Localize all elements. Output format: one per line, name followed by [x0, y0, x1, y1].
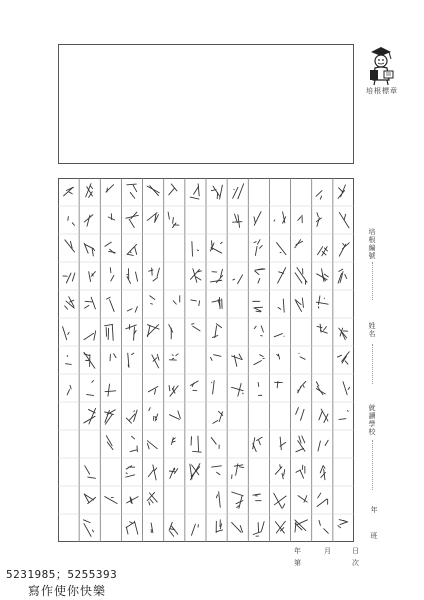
code-line — [372, 262, 374, 300]
handwritten-character — [319, 520, 328, 533]
footer-month: 月 — [324, 547, 331, 555]
handwritten-character — [274, 334, 284, 337]
handwritten-character — [296, 408, 304, 421]
handwritten-character — [277, 354, 280, 359]
label-class: 班 — [370, 532, 378, 540]
handwritten-character — [171, 438, 175, 445]
handwritten-character — [85, 466, 96, 479]
handwritten-character — [89, 272, 96, 282]
handwritten-character — [299, 353, 305, 359]
phone-numbers-stamp: 5231985；5255393 — [6, 568, 118, 581]
handwritten-character — [338, 185, 345, 198]
handwritten-character — [84, 215, 93, 226]
handwritten-character — [233, 275, 243, 284]
handwritten-character — [84, 352, 95, 368]
handwritten-character — [105, 384, 116, 396]
handwritten-character — [169, 411, 180, 419]
handwritten-character — [295, 268, 307, 285]
handwritten-character — [169, 522, 178, 536]
handwritten-character — [213, 411, 223, 423]
handwritten-character — [148, 386, 158, 394]
handwritten-character — [149, 268, 160, 281]
handwritten-character — [65, 297, 75, 309]
handwritten-character — [105, 324, 114, 340]
handwritten-character — [110, 268, 114, 281]
handwritten-character — [254, 355, 264, 365]
footer-year: 年 — [294, 547, 301, 555]
handwritten-character — [274, 212, 286, 223]
logo-caption: 培根標章 — [366, 87, 398, 95]
handwritten-character — [86, 184, 93, 198]
handwritten-character — [317, 493, 328, 506]
handwritten-character — [127, 269, 138, 284]
label-code: 培根編號 — [368, 228, 376, 260]
handwritten-character — [280, 437, 286, 450]
handwritten-character — [64, 187, 74, 196]
label-grade: 年 — [370, 506, 378, 514]
handwritten-character — [105, 410, 116, 424]
handwritten-character — [316, 213, 321, 227]
label-school: 就讀學校 — [368, 404, 376, 436]
handwritten-character — [298, 496, 307, 503]
handwritten-character — [192, 324, 201, 331]
handwritten-character — [317, 269, 329, 282]
handwritten-character — [168, 212, 179, 228]
handwritten-character — [127, 244, 137, 255]
handwritten-character — [148, 465, 156, 480]
handwritten-character — [151, 523, 153, 533]
handwritten-character — [68, 217, 75, 226]
handwritten-character — [147, 492, 157, 504]
handwritten-character — [65, 355, 71, 364]
handwritten-character — [253, 494, 261, 501]
handwritten-character — [152, 354, 159, 368]
name-line — [372, 344, 374, 384]
handwritten-character — [211, 437, 219, 448]
handwritten-character — [338, 269, 347, 283]
handwritten-character — [67, 385, 71, 394]
footer-page-suffix: 次 — [352, 559, 359, 567]
handwritten-character — [108, 214, 114, 220]
handwritten-character — [147, 441, 157, 449]
handwritten-character — [212, 381, 215, 394]
handwritten-character — [216, 492, 220, 508]
handwritten-character — [211, 185, 222, 199]
handwritten-character — [298, 215, 302, 222]
handwritten-character — [337, 352, 349, 364]
handwritten-character — [105, 497, 117, 504]
handwritten-character — [127, 497, 139, 504]
handwritten-character — [253, 522, 264, 537]
handwritten-character — [274, 493, 286, 508]
handwritten-character — [232, 522, 243, 532]
handwritten-character — [338, 520, 348, 528]
handwritten-character — [254, 326, 263, 336]
handwritten-character — [317, 247, 327, 256]
handwritten-character — [232, 464, 244, 479]
handwritten-character — [298, 381, 306, 392]
manuscript-grid — [58, 178, 354, 542]
school-line — [372, 440, 374, 490]
handwritten-character — [319, 409, 328, 422]
handwritten-character — [216, 520, 222, 533]
handwritten-character — [233, 184, 244, 199]
handwritten-character — [169, 468, 177, 478]
handwritten-character — [169, 354, 178, 360]
handwritten-character — [84, 243, 94, 256]
handwritten-character — [296, 465, 305, 478]
handwritten-character — [105, 242, 115, 253]
handwritten-character — [169, 325, 173, 339]
handwritten-character — [210, 355, 220, 361]
handwritten-character — [128, 353, 134, 367]
handwritten-character — [84, 408, 96, 424]
handwritten-character — [253, 437, 262, 451]
handwritten-character — [126, 212, 138, 227]
handwritten-character — [316, 382, 325, 395]
handwritten-character — [169, 385, 178, 396]
label-name: 姓名 — [368, 322, 376, 338]
handwritten-character — [316, 191, 322, 200]
handwritten-character — [191, 524, 198, 535]
handwritten-character — [275, 381, 283, 387]
handwritten-character — [147, 186, 159, 196]
handwritten-character — [212, 297, 222, 308]
handwritten-character — [212, 324, 221, 338]
handwritten-character — [339, 243, 349, 256]
handwritten-character — [232, 354, 243, 366]
handwritten-character — [295, 520, 308, 532]
handwritten-character — [258, 382, 262, 395]
handwritten-character — [339, 328, 348, 340]
handwritten-character — [212, 466, 222, 475]
handwritten-character — [295, 240, 303, 248]
handwritten-character — [147, 325, 159, 337]
handwritten-character — [110, 354, 116, 361]
handwritten-character — [233, 214, 242, 227]
handwritten-character — [127, 184, 137, 198]
handwritten-character — [169, 184, 177, 195]
handwritten-character — [277, 243, 286, 255]
handwritten-character — [232, 383, 244, 396]
handwritten-character — [210, 241, 222, 253]
handwritten-character — [83, 520, 93, 537]
handwritten-character — [85, 297, 96, 309]
handwritten-character — [295, 298, 303, 311]
handwritten-character — [126, 410, 137, 423]
handwritten-character — [173, 296, 180, 304]
handwritten-character — [107, 297, 115, 311]
handwritten-character — [253, 301, 263, 312]
handwritten-character — [127, 307, 137, 313]
handwritten-character — [192, 242, 199, 257]
handwritten-character — [343, 382, 350, 395]
handwritten-character — [278, 299, 284, 312]
handwritten-character — [275, 465, 284, 479]
handwritten-character — [232, 492, 243, 508]
handwritten-character — [126, 466, 135, 477]
handwritten-character — [254, 240, 262, 256]
slogan-stamp: 寫作使你快樂 — [28, 584, 107, 598]
handwritten-character — [255, 269, 265, 283]
handwritten-character — [65, 240, 75, 252]
handwritten-character — [147, 213, 158, 223]
handwritten-character — [339, 410, 348, 419]
handwritten-character — [254, 212, 261, 226]
handwritten-character — [210, 269, 222, 282]
handwritten-character — [63, 273, 75, 283]
handwritten-character — [149, 408, 158, 421]
handwritten-character — [275, 521, 285, 533]
footer-page-prefix: 第 — [294, 559, 301, 567]
handwritten-character — [87, 381, 94, 396]
handwritten-character — [150, 296, 155, 304]
teacher-comment-box — [58, 44, 354, 164]
handwritten-character — [191, 300, 200, 306]
handwritten-character — [339, 212, 349, 227]
handwritten-character — [191, 436, 201, 452]
handwritten-character — [317, 324, 327, 333]
handwritten-character — [190, 464, 200, 480]
handwritten-character — [130, 436, 137, 451]
handwritten-character — [320, 466, 325, 480]
footer-day: 日 — [352, 547, 359, 555]
handwritten-character — [84, 331, 96, 340]
handwritten-character — [296, 436, 305, 452]
handwritten-character — [318, 440, 328, 451]
handwritten-character — [126, 521, 138, 534]
handwritten-character — [84, 494, 95, 504]
handwritten-character — [190, 269, 201, 283]
handwritten-character — [126, 325, 137, 341]
handwritten-character — [316, 296, 328, 308]
handwritten-character — [278, 268, 286, 283]
handwritten-character — [106, 436, 113, 450]
handwritten-character — [106, 185, 114, 192]
handwritten-character — [190, 184, 199, 199]
handwritten-character — [191, 381, 199, 391]
handwritten-character — [63, 327, 70, 340]
